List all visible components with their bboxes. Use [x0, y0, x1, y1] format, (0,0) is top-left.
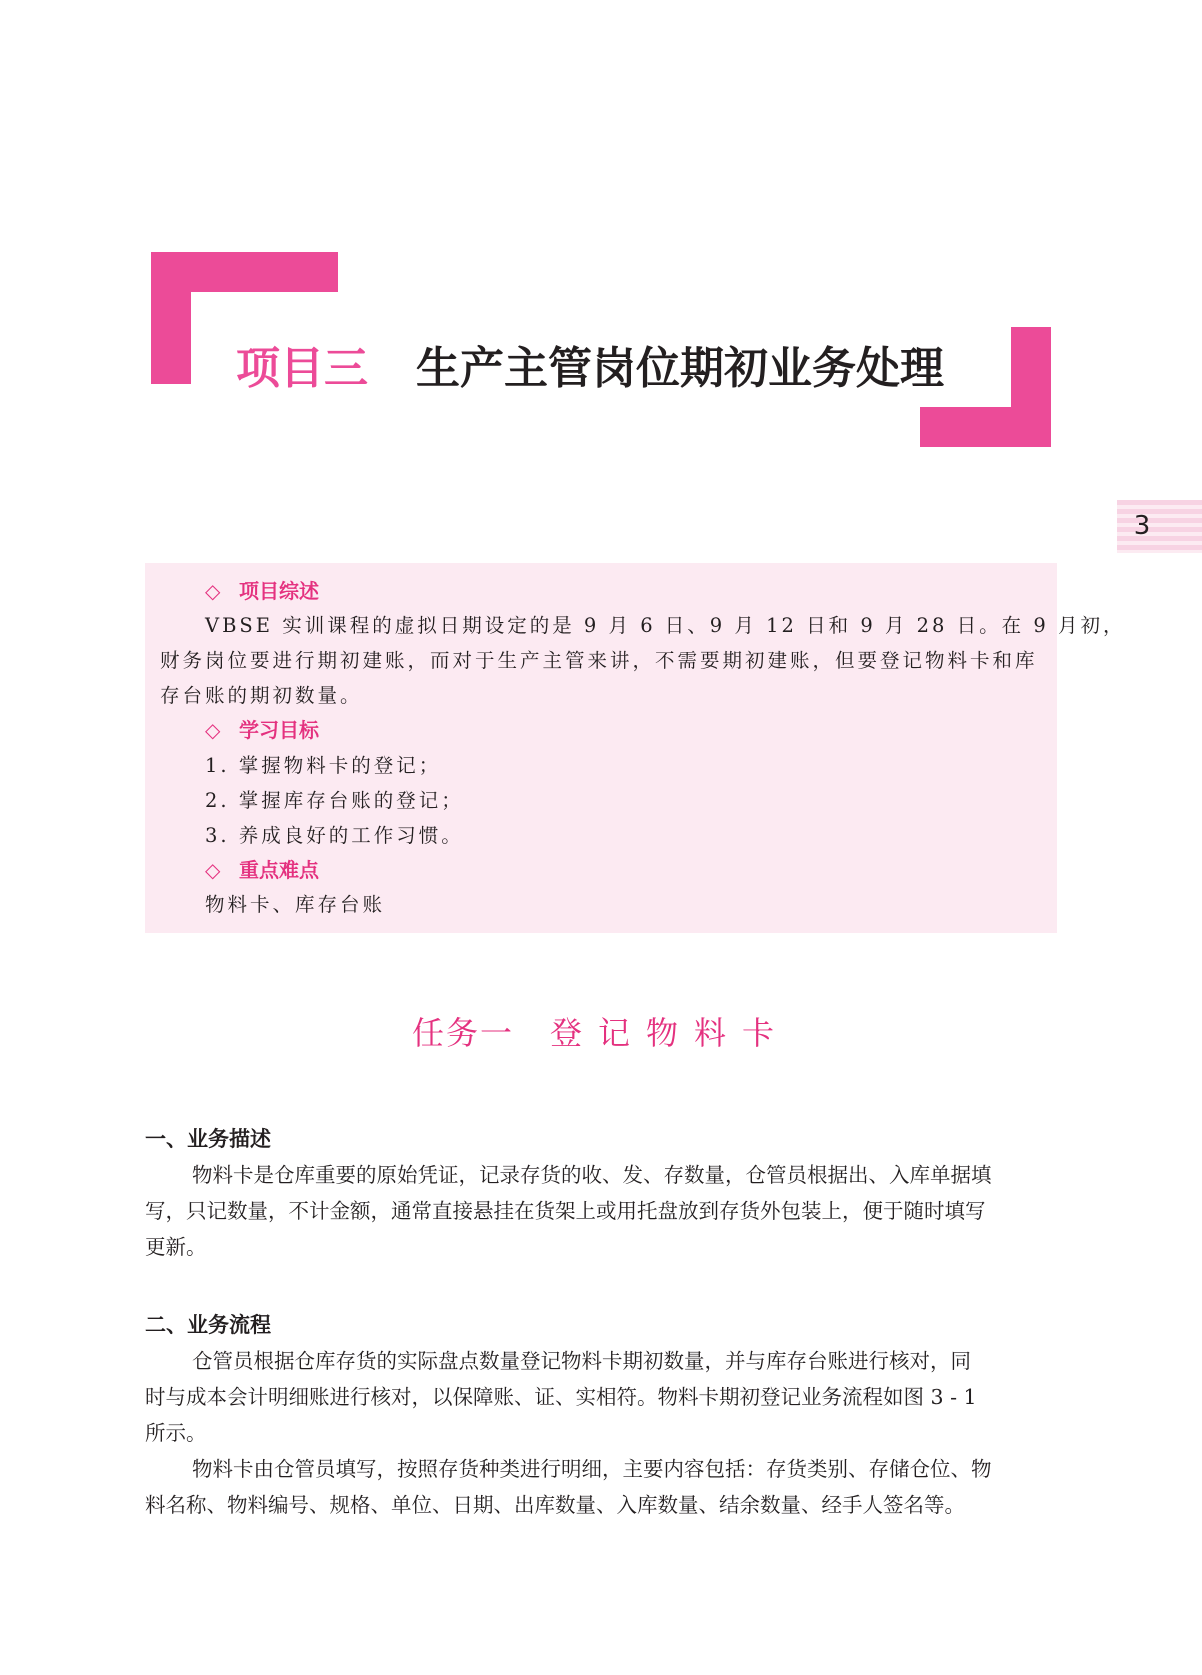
key-heading: ◇ 重点难点 [205, 855, 319, 885]
task-name: 登记物料卡 [550, 1014, 791, 1052]
goals-heading: ◇ 学习目标 [205, 715, 319, 745]
chapter-title [236, 334, 944, 404]
task-label: 任务一 [411, 1014, 514, 1052]
title-bracket-left [151, 252, 191, 384]
chapter-name: 生产主管岗位期初业务处理 [416, 343, 944, 394]
description-line-1: 物料卡是仓库重要的原始凭证，记录存货的收、发、存数量，仓管员根据出、入库单据填 [192, 1163, 992, 1187]
process-line-3: 所示。 [145, 1421, 207, 1445]
title-bracket-bottom [920, 407, 1051, 447]
goal-item-2: 2. 掌握库存台账的登记； [205, 789, 464, 812]
process-line-4: 物料卡由仓管员填写，按照存货种类进行明细，主要内容包括：存货类别、存储仓位、物 [192, 1457, 992, 1481]
description-line-2: 写，只记数量，不计金额，通常直接悬挂在货架上或用托盘放到存货外包装上，便于随时填写 [145, 1199, 986, 1223]
section-heading-description: 一、业务描述 [145, 1127, 271, 1151]
page-number: 3 [1133, 511, 1151, 541]
diamond-icon: ◇ [205, 579, 221, 603]
summary-line-2: 财务岗位要进行期初建账，而对于生产主管来讲，不需要期初建账，但要登记物料卡和库 [160, 649, 1038, 672]
task-title [0, 1008, 1202, 1058]
summary-heading: ◇ 项目综述 [205, 576, 319, 606]
diamond-icon: ◇ [205, 718, 221, 742]
goal-item-3: 3. 养成良好的工作习惯。 [205, 824, 464, 847]
description-line-3: 更新。 [145, 1235, 207, 1259]
section-heading-process: 二、业务流程 [145, 1313, 271, 1337]
key-text: 物料卡、库存台账 [205, 893, 386, 916]
process-line-2: 时与成本会计明细账进行核对，以保障账、证、实相符。物料卡期初登记业务流程如图 3 - 1 [145, 1385, 977, 1409]
summary-line-3: 存台账的期初数量。 [160, 684, 363, 707]
summary-line-1: VBSE 实训课程的虚拟日期设定的是 9 月 6 日、9 月 12 日和 9 月 28 日。在 9 月初， [205, 614, 1126, 637]
goal-item-1: 1. 掌握物料卡的登记； [205, 754, 442, 777]
process-line-5: 料名称、物料编号、规格、单位、日期、出库数量、入库数量、结余数量、经手人签名等。 [145, 1493, 965, 1517]
process-line-1: 仓管员根据仓库存货的实际盘点数量登记物料卡期初数量，并与库存台账进行核对，同 [192, 1349, 971, 1373]
diamond-icon: ◇ [205, 858, 221, 882]
chapter-label: 项目三 [236, 343, 368, 394]
